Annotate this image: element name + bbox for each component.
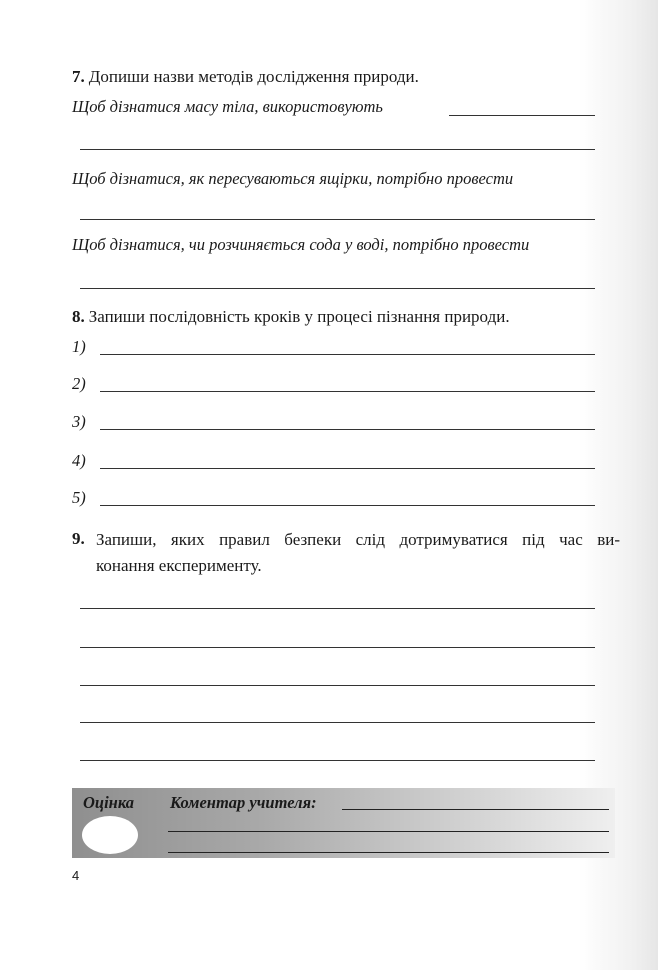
q8-text: Запиши послідовність кроків у процесі пізнання природи. [88,307,510,326]
q8-number: 8. [72,307,85,326]
q8-step-4-label: 4) [72,451,86,470]
q8-step-3-label: 3) [72,412,86,431]
q9-text-line-2: конання експерименту. [96,556,262,575]
q7-answer-line-1b[interactable] [80,149,595,150]
q8-step-4-line[interactable] [100,468,595,469]
q7-prompt-3: Щоб дізнатися, чи розчиняється сода у воді, потрібно провести [72,235,530,254]
q7-title [72,66,419,88]
q8-step-2-line[interactable] [100,391,595,392]
q7-answer-line-2[interactable] [80,219,595,220]
q9-answer-line-4[interactable] [80,722,595,723]
q7-answer-line-3[interactable] [80,288,595,289]
q9-answer-line-5[interactable] [80,760,595,761]
q7-prompt-2: Щоб дізнатися, як пересуваються ящірки, потрібно провести [72,169,514,188]
q7-answer-line-1a[interactable] [449,115,595,116]
q8-step-5-line[interactable] [100,505,595,506]
q8-step-1-label: 1) [72,337,86,356]
q9-answer-line-1[interactable] [80,608,595,609]
q7-text: Допиши назви методів дослідження природи. [88,67,419,86]
q8-step-3-line[interactable] [100,429,595,430]
q8-title [72,306,510,328]
q7-prompt-1: Щоб дізнатися масу тіла, використовують [72,97,383,116]
q8-step-1-line[interactable] [100,354,595,355]
teacher-comment-label: Коментар учителя: [170,793,317,812]
q9-text-line-1: Запиши, яких правил безпеки слід дотримуватися під час ви- [96,530,620,549]
q8-step-2-label: 2) [72,374,86,393]
comment-line-2[interactable] [168,831,609,832]
grade-label: Оцінка [83,793,135,812]
grade-oval[interactable] [82,816,138,854]
comment-line-1[interactable] [342,809,609,810]
q9-answer-line-2[interactable] [80,647,595,648]
page-number: 4 [72,868,80,883]
comment-line-3[interactable] [168,852,609,853]
grade-box [72,788,615,858]
q9-answer-line-3[interactable] [80,685,595,686]
q9-number: 9. [72,529,85,548]
q7-number: 7. [72,67,85,86]
q8-step-5-label: 5) [72,488,86,507]
